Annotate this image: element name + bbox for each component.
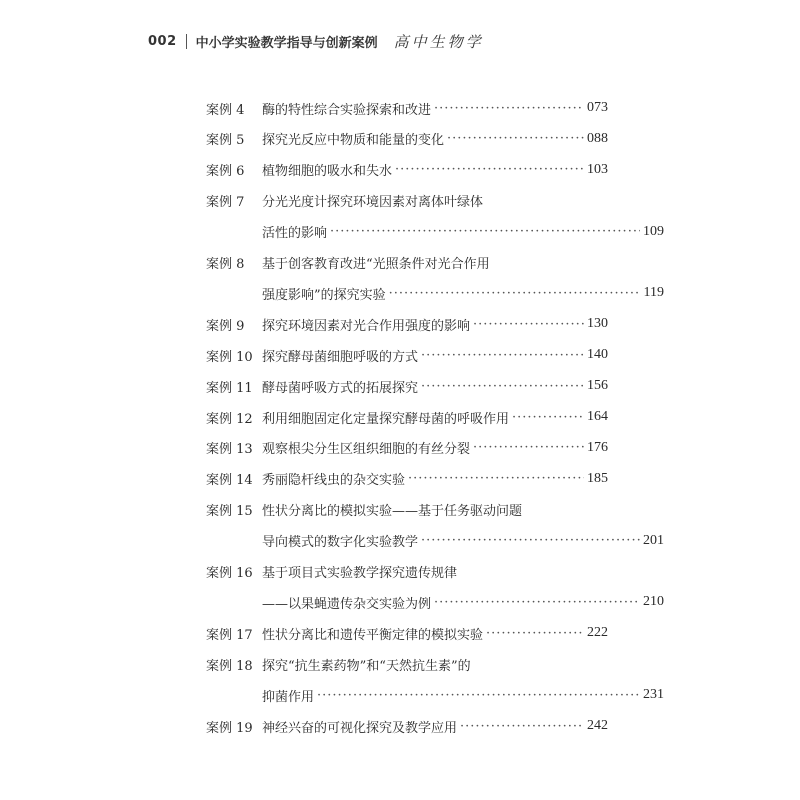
case-label: 案例 15 <box>206 504 253 520</box>
header-divider <box>186 34 187 49</box>
case-title: 基于创客教育改进“光照条件对光合作用 <box>262 257 490 272</box>
toc-entry-line[interactable] <box>206 560 608 584</box>
toc-entry-line[interactable] <box>206 714 608 738</box>
case-title: ——以果蝇遗传杂交实验为例 <box>262 596 432 612</box>
page-reference: 222 <box>587 625 608 641</box>
case-label: 案例 9 <box>206 318 245 334</box>
toc-entry-line[interactable] <box>206 683 664 707</box>
page-reference: 140 <box>587 347 608 363</box>
page-reference: 130 <box>587 316 608 332</box>
toc-entry-line[interactable] <box>206 127 608 151</box>
case-title: 酶的特性综合实验探索和改进 <box>262 102 432 118</box>
toc-entry-line[interactable] <box>206 405 608 429</box>
running-header <box>148 31 484 52</box>
page-reference: 109 <box>643 223 664 239</box>
page-reference: 103 <box>587 161 608 177</box>
case-title: 探究环境因素对光合作用强度的影响 <box>262 318 471 334</box>
case-label: 案例 5 <box>206 133 245 149</box>
dot-leader <box>421 379 584 394</box>
dot-leader <box>473 440 584 455</box>
dot-leader <box>389 286 641 301</box>
page-reference: 156 <box>587 378 608 394</box>
page-reference: 185 <box>587 470 608 486</box>
case-label: 案例 11 <box>206 380 253 396</box>
case-title: 强度影响”的探究实验 <box>262 287 386 303</box>
dot-leader <box>512 410 584 425</box>
toc-entry-line[interactable] <box>206 251 608 275</box>
toc-entry-line[interactable] <box>206 96 608 120</box>
dot-leader <box>460 719 584 734</box>
page-reference: 073 <box>587 100 608 115</box>
toc-entry-line[interactable] <box>206 436 608 460</box>
page-reference: 231 <box>643 687 664 703</box>
dot-leader <box>434 101 584 116</box>
case-title: 抑菌作用 <box>262 689 315 705</box>
case-title: 探究“抗生素药物”和“天然抗生素”的 <box>262 658 471 674</box>
page-reference: 164 <box>587 409 608 424</box>
case-label: 案例 10 <box>206 349 253 365</box>
case-title: 分光光度计探究环境因素对离体叶绿体 <box>262 195 484 211</box>
toc-entry-line[interactable] <box>206 189 608 213</box>
dot-leader <box>447 131 584 146</box>
case-title: 观察根尖分生区组织细胞的有丝分裂 <box>262 442 471 458</box>
case-title: 利用细胞固定化定量探究酵母菌的呼吸作用 <box>262 411 510 427</box>
case-title: 导向模式的数字化实验教学 <box>262 535 419 551</box>
page-reference: 088 <box>587 130 608 146</box>
book-title: 中小学实验教学指导与创新案例 <box>195 36 378 51</box>
dot-leader <box>395 162 584 177</box>
dot-leader <box>408 471 584 486</box>
case-title: 性状分离比的模拟实验——基于任务驱动问题 <box>262 504 523 520</box>
dot-leader <box>486 626 584 641</box>
case-label: 案例 4 <box>206 102 245 118</box>
toc-entry-line[interactable] <box>206 652 608 676</box>
case-label: 案例 8 <box>206 257 245 272</box>
case-title: 探究酵母菌细胞呼吸的方式 <box>262 349 419 365</box>
toc-entry-line[interactable] <box>206 374 608 398</box>
case-title: 探究光反应中物质和能量的变化 <box>262 133 445 149</box>
case-title: 活性的影响 <box>262 226 328 242</box>
case-title: 性状分离比和遗传平衡定律的模拟实验 <box>262 627 484 643</box>
case-label: 案例 6 <box>206 164 245 180</box>
dot-leader <box>421 533 640 548</box>
dot-leader <box>421 348 584 363</box>
toc-entry-line[interactable] <box>206 621 608 645</box>
toc-entry-line[interactable] <box>206 343 608 367</box>
page-reference: 210 <box>643 594 664 610</box>
toc-entry-line[interactable] <box>206 529 664 553</box>
toc-entry-line[interactable] <box>206 281 664 305</box>
toc-entry-line[interactable] <box>206 312 608 336</box>
page-reference: 242 <box>587 718 608 733</box>
toc-entry-line[interactable] <box>206 158 608 182</box>
dot-leader <box>330 224 640 239</box>
case-label: 案例 7 <box>206 195 245 211</box>
case-label: 案例 12 <box>206 411 253 427</box>
toc-entry-line[interactable] <box>206 220 664 244</box>
dot-leader <box>434 595 640 610</box>
toc-entry-line[interactable] <box>206 467 608 491</box>
page-number: 002 <box>148 34 177 49</box>
case-title: 神经兴奋的可视化探究及教学应用 <box>262 720 458 736</box>
case-label: 案例 18 <box>206 658 253 674</box>
page-reference: 119 <box>643 285 664 301</box>
toc-entry-line[interactable] <box>206 498 608 522</box>
page-reference: 176 <box>587 439 608 455</box>
toc-entry-line[interactable] <box>206 590 664 614</box>
case-label: 案例 14 <box>206 473 253 489</box>
case-label: 案例 17 <box>206 627 253 643</box>
dot-leader <box>473 317 584 332</box>
case-label: 案例 13 <box>206 442 253 458</box>
case-title: 酵母菌呼吸方式的拓展探究 <box>262 380 419 396</box>
page-reference: 201 <box>643 532 664 548</box>
subject-title: 高中生物学 <box>393 33 484 51</box>
case-title: 秀丽隐杆线虫的杂交实验 <box>262 473 406 489</box>
case-title: 植物细胞的吸水和失水 <box>262 164 393 180</box>
case-title: 基于项目式实验教学探究遗传规律 <box>262 566 458 581</box>
case-label: 案例 16 <box>206 566 253 581</box>
case-label: 案例 19 <box>206 720 253 736</box>
dot-leader <box>317 688 640 703</box>
